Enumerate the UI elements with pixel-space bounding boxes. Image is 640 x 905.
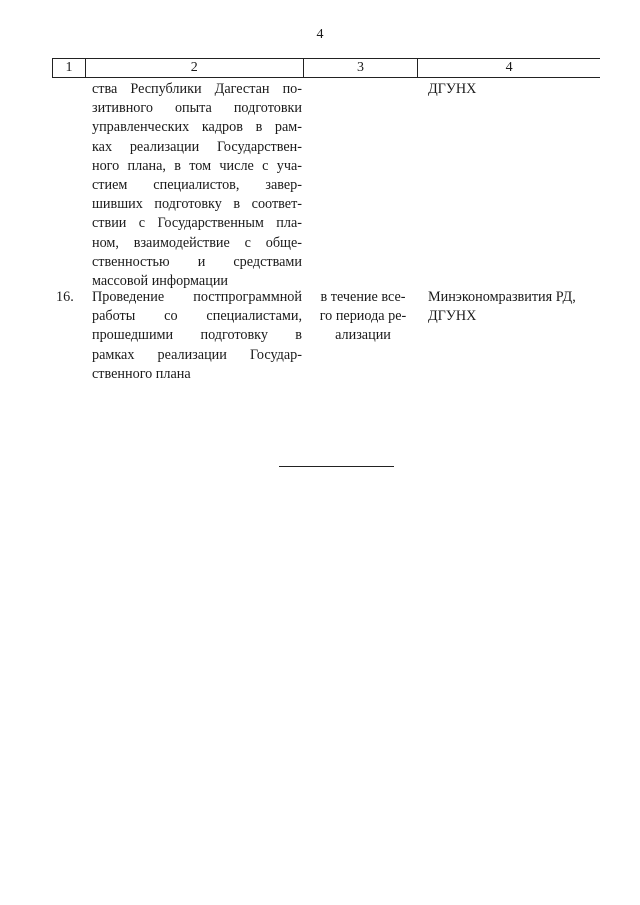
column-header-3: 3 [304,59,419,77]
executor-line: Минэкономразвития РД, [428,289,576,305]
text-line: Проведение постпрограммной [92,289,302,305]
text-line: шивших подготовку в соответ- [92,196,302,213]
continued-measure-text [92,80,302,291]
column-header-1: 1 [53,59,86,77]
text-line: ства Республики Дагестан по- [92,81,302,97]
text-line: работы со специалистами, [92,308,302,325]
text-line: ного плана, в том числе с уча- [92,157,302,174]
text-line: массовой информации [92,273,229,290]
page-number: 4 [316,27,324,42]
measure-text [92,288,302,384]
text-line: прошедшими подготовку в [92,327,302,344]
continued-executor: ДГУНХ [428,81,477,97]
end-divider [279,466,394,467]
period-line: ализации [335,327,391,344]
period-line: в течение все- [320,289,406,305]
text-line: управленческих кадров в рам- [92,119,302,136]
period-text [313,288,413,346]
text-line: ственностью и средствами [92,253,302,270]
text-line: зитивного опыта подготовки [92,100,302,117]
table-header-row [52,58,600,78]
column-header-2: 2 [86,59,304,77]
text-line: рамках реализации Государ- [92,346,302,363]
text-line: стием специалистов, завер- [92,177,302,194]
column-header-4: 4 [505,60,513,75]
executor-line: ДГУНХ [428,308,477,325]
text-line: ствии с Государственным пла- [92,215,302,232]
text-line: ном, взаимодействие с обще- [92,234,302,251]
executor-text [428,288,598,326]
row-number: 16. [56,289,74,305]
text-line: ках реализации Государствен- [92,138,302,155]
period-line: го периода ре- [319,308,407,325]
text-line: ственного плана [92,365,191,382]
